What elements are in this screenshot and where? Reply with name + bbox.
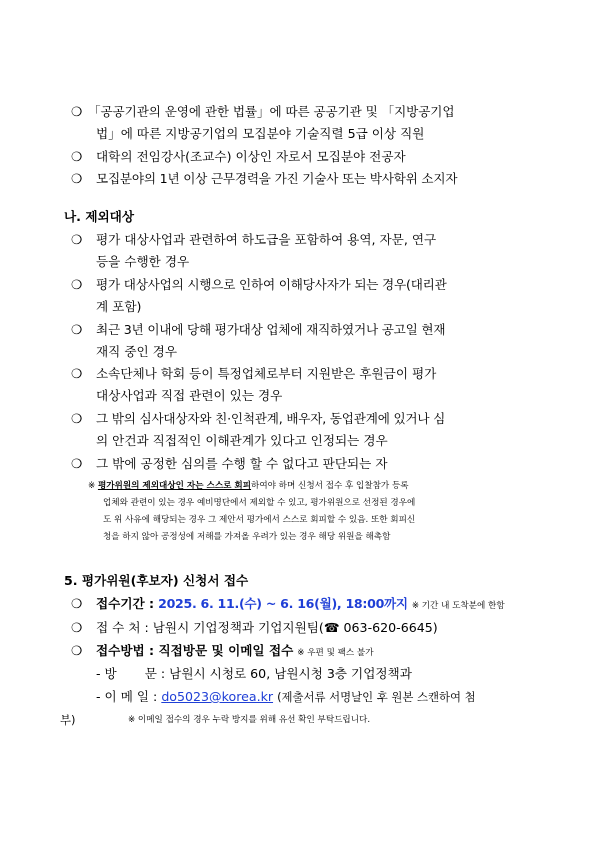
exclusion-6: 그 밖에 공정한 심의를 수행 할 수 없다고 판단되는 자 [96, 456, 388, 471]
bullet-icon: ❍ [71, 232, 83, 247]
email-note-cont: 부) [60, 713, 76, 727]
qualification-1-line2: 법」에 따른 지방공기업의 모집분야 기술직렬 5급 이상 직원 [96, 126, 425, 141]
note-line4: 청을 하지 않아 공정성에 저해를 가져올 우려가 있는 경우 해당 위원을 해촉함 [103, 532, 391, 542]
exclusion-2-line2: 계 포함) [96, 299, 142, 314]
exclusion-2-line1: 평가 대상사업의 시행으로 인하여 이해당사자가 되는 경우(대리관 [96, 277, 447, 292]
exclusion-4-line2: 대상사업과 직접 관련이 있는 경우 [96, 388, 283, 403]
bullet-icon: ❍ [71, 322, 83, 337]
email-confirm-note: ※ 이메일 접수의 경우 누락 방지를 위해 유선 확인 부탁드립니다. [128, 715, 371, 725]
note-emphasis: 평가위원의 제외대상인 자는 스스로 회피 [97, 481, 252, 491]
exclusion-3-line2: 재직 중인 경우 [96, 344, 177, 359]
exclusion-5-line2: 의 안건과 직접적인 이해관계가 있다고 인정되는 경우 [96, 433, 388, 448]
method-label: 접수방법 : 직접방문 및 이메일 접수 [96, 643, 294, 658]
bullet-icon: ❍ [71, 104, 83, 119]
note-line3: 도 위 사유에 해당되는 경우 그 제안서 평가에서 스스로 회피할 수 있음. 또한 회피신 [103, 515, 416, 525]
visit-row [96, 666, 412, 682]
exclusion-3-line1: 최근 3년 이내에 당해 평가대상 업체에 재직하였거나 공고일 현재 [96, 322, 446, 337]
note-line2: 업체와 관련이 있는 경우 예비명단에서 제외할 수 있고, 평가위원으로 선정된 경우에 [103, 498, 416, 508]
bullet-icon: ❍ [71, 411, 83, 426]
bullet-icon: ❍ [71, 456, 83, 471]
period-label: 접수기간 : [96, 596, 155, 611]
email-note: (제출서류 서명날인 후 원본 스캔하여 첨 [277, 690, 476, 704]
exclusion-5-line1: 그 밖의 심사대상자와 친·인척관계, 배우자, 동업관계에 있거나 심 [96, 411, 446, 426]
visit-value: 남원시 시청로 60, 남원시청 3층 기업정책과 [169, 666, 412, 681]
exclusion-heading: 나. 제외대상 [64, 209, 134, 224]
qualification-1-line1: 「공공기관의 운영에 관한 법률」에 따른 공공기관 및 「지방공기업 [88, 104, 455, 119]
bullet-icon: ❍ [71, 366, 83, 381]
visit-label: - 방 문 : [96, 666, 166, 681]
note-mark: ※ [88, 481, 96, 491]
bullet-icon: ❍ [71, 620, 83, 635]
exclusion-1-line1: 평가 대상사업과 관련하여 하도급을 포함하여 용역, 자문, 연구 [96, 232, 437, 247]
bullet-icon: ❍ [71, 171, 83, 186]
place-row [96, 620, 438, 636]
exclusion-4-line1: 소속단체나 학회 등이 특정업체로부터 지원받은 후원금이 평가 [96, 366, 437, 381]
exclusion-1-line2: 등을 수행한 경우 [96, 254, 190, 269]
bullet-icon: ❍ [71, 277, 83, 292]
period-note: ※ 기간 내 도착분에 한함 [411, 601, 505, 611]
method-note: ※ 우편 및 팩스 불가 [297, 648, 374, 658]
method-row [96, 643, 374, 661]
note-line1-rest: 하여야 하며 신청서 접수 후 입찰참가 등록 [251, 481, 409, 491]
bullet-icon: ❍ [71, 643, 83, 658]
period-row [96, 596, 505, 614]
section5-heading: 5. 평가위원(후보자) 신청서 접수 [64, 573, 249, 588]
qualification-3: 모집분야의 1년 이상 근무경력을 가진 기술사 또는 박사학위 소지자 [96, 171, 458, 186]
place-label: 접 수 처 : [96, 620, 149, 635]
email-label: - 이 메 일 : [96, 689, 158, 704]
place-value: 남원시 기업정책과 기업지원팀(☎ 063-620-6645) [152, 620, 438, 635]
period-value: 2025. 6. 11.(수) ~ 6. 16(월), 18:00까지 [158, 596, 408, 611]
email-row [96, 689, 476, 705]
bullet-icon: ❍ [71, 596, 83, 611]
note-line1 [88, 480, 409, 492]
qualification-2: 대학의 전임강사(조교수) 이상인 자로서 모집분야 전공자 [96, 149, 406, 164]
email-link[interactable]: do5023@korea.kr [161, 689, 274, 704]
bullet-icon: ❍ [71, 149, 83, 164]
